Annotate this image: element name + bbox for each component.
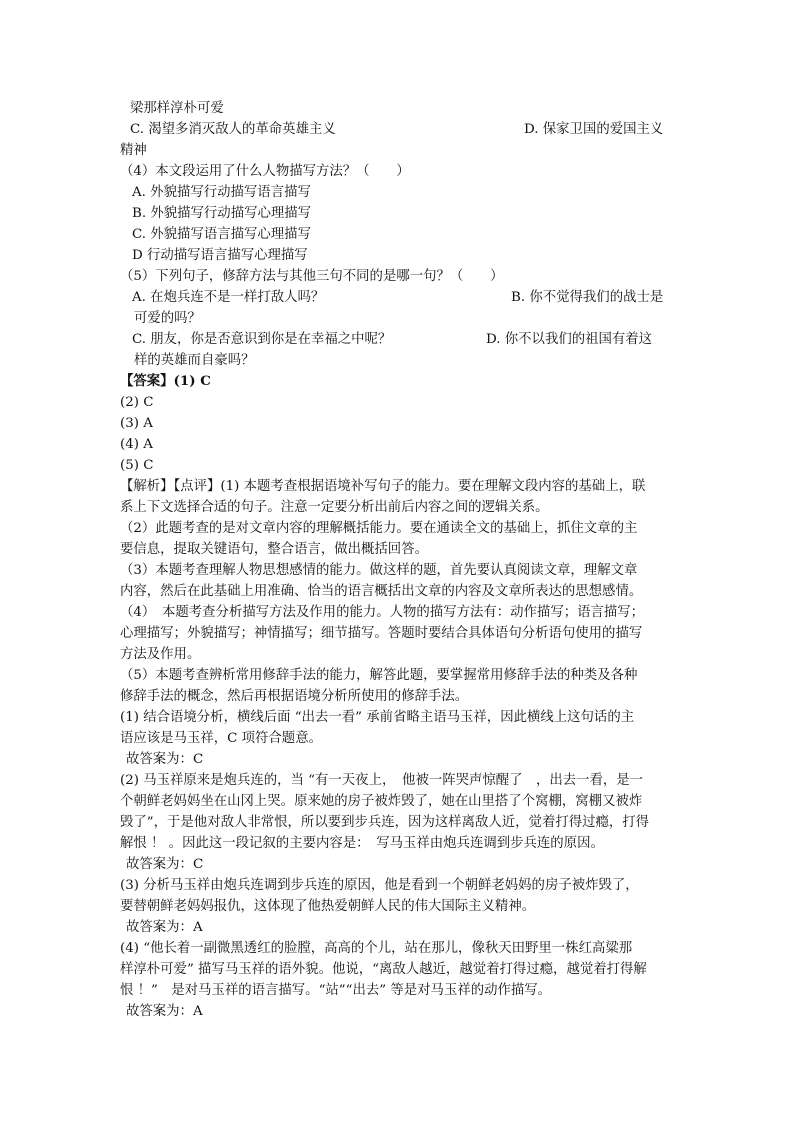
text-line: （2）此题考查的是对文章内容的理解概括能力。要在通读全文的基础上，抓住文章的主: [120, 521, 638, 536]
text-line: D 行动描写语言描写心理描写: [132, 248, 308, 263]
text-line: 可爱的吗？: [134, 311, 201, 326]
text-line: C. 朋友，你是否意识到你是在幸福之中呢？: [132, 332, 392, 347]
text-line: 故答案为：A: [126, 920, 203, 935]
text-line: 梁那样淳朴可爱: [130, 101, 224, 116]
text-line: 毁了”，于是他对敌人非常恨，所以要到步兵连，因为这样离敌人近，觉着打得过瘾，打得: [120, 815, 650, 830]
text-line: 解恨 ！ 。因此这一段记叙的主要内容是： 写马玉祥由炮兵连调到步兵连的原因。: [120, 836, 604, 851]
text-line: 故答案为：C: [126, 752, 204, 767]
text-line: 故答案为：C: [126, 857, 204, 872]
text-line: D. 你不以我们的祖国有着这: [486, 332, 653, 347]
text-line: A. 外貌描写行动描写语言描写: [132, 185, 311, 200]
text-line: 样淳朴可爱” 描写马玉祥的语外貌。他说，“离敌人越近，越觉着打得过瘾，越觉着打得解: [120, 962, 647, 977]
text-line: 语应该是马玉祥，C 项符合题意。: [120, 731, 322, 746]
text-line: 修辞手法的概念，然后再根据语境分析所使用的修辞手法。: [120, 689, 469, 704]
text-line: B. 外貌描写行动描写心理描写: [132, 206, 312, 221]
text-line: 心理描写；外貌描写；神情描写；细节描写。答题时要结合具体语句分析语句使用的描写: [120, 626, 643, 641]
text-line: （5）下列句子，修辞方法与其他三句不同的是哪一句？（ ）: [120, 269, 504, 284]
text-line: C. 渴望多消灭敌人的革命英雄主义: [130, 122, 336, 137]
text-line: 精神: [120, 143, 147, 158]
text-line: （4） 本题考查分析描写方法及作用的能力。人物的描写方法有：动作描写；语言描写；: [120, 605, 645, 620]
text-line: D. 保家卫国的爱国主义: [524, 122, 664, 137]
text-line: A. 在炮兵连不是一样打敌人吗？: [132, 290, 325, 305]
text-line: 方法及作用。: [120, 647, 201, 662]
text-line: 恨 ！” 是对马玉祥的语言描写。“站”“出去” 等是对马玉祥的动作描写。: [120, 983, 552, 998]
text-line: 【解析】【点评】(1) 本题考查根据语境补写句子的能力。要在理解文段内容的基础上，联: [120, 479, 646, 494]
text-line: (3) A: [120, 416, 153, 431]
text-line: 个朝鲜老妈妈坐在山冈上哭。原来她的房子被炸毁了，她在山里搭了个窝棚，窝棚又被炸: [120, 794, 643, 809]
text-line: (4) “他长着一副微黑透红的脸膛，高高的个儿，站在那儿，像秋天田野里一株红高粱那: [120, 941, 633, 956]
text-line: (2) C: [120, 395, 154, 410]
text-line: 故答案为：A: [126, 1004, 203, 1019]
text-line: 内容，然后在此基础上用准确、恰当的语言概括出文章的内容及文章所表达的思想感情。: [120, 584, 643, 599]
text-line: 系上下文选择合适的句子。注意一定要分析出前后内容之间的逻辑关系。: [120, 500, 549, 515]
text-line: 要替朝鲜老妈妈报仇，这体现了他热爱朝鲜人民的伟大国际主义精神。: [120, 899, 536, 914]
text-line: C. 外貌描写语言描写心理描写: [132, 227, 311, 242]
text-line: （4）本文段运用了什么人物描写方法？（ ）: [120, 164, 410, 179]
text-line: 样的英雄而自豪吗？: [134, 353, 255, 368]
text-line: 要信息，提取关键语句，整合语言，做出概括回答。: [120, 542, 428, 557]
text-line: (3) 分析马玉祥由炮兵连调到步兵连的原因，他是看到一个朝鲜老妈妈的房子被炸毁了，: [120, 878, 639, 893]
text-line: （5）本题考查辨析常用修辞手法的能力，解答此题，要掌握常用修辞手法的种类及各种: [120, 668, 638, 683]
text-line: (1) 结合语境分析，横线后面 “出去一看” 承前省略主语马玉祥，因此横线上这句话的主: [120, 710, 635, 725]
text-line: 【答案】(1) C: [120, 373, 211, 389]
text-line: (5) C: [120, 458, 154, 473]
text-line: (4) A: [120, 437, 153, 452]
text-line: （3）本题考查理解人物思想感情的能力。做这样的题，首先要认真阅读文章，理解文章: [120, 563, 638, 578]
text-line: B. 你不觉得我们的战士是: [511, 290, 664, 305]
text-line: (2) 马玉祥原来是炮兵连的，当 “有一天夜上， 他被一阵哭声惊醒了 ，出去一看，是一: [120, 773, 644, 788]
